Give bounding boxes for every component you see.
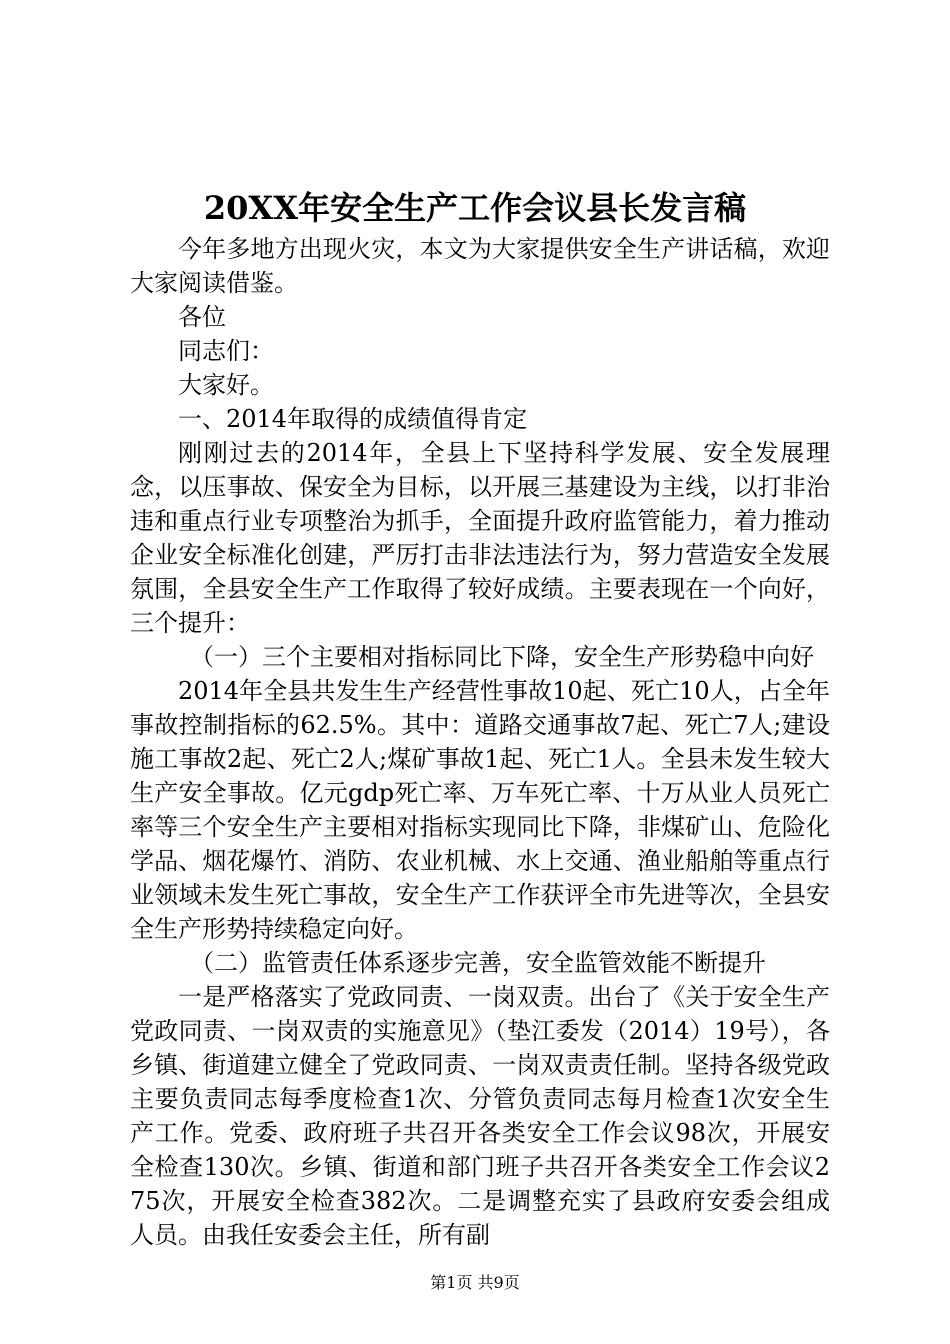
salutation-line: 同志们： bbox=[178, 337, 274, 365]
page-number-footer: 第1页 共9页 bbox=[430, 1273, 520, 1292]
body-paragraph: 2014年全县共发生生产经营性事故10起、死亡10人，占全年事故控制指标的62.5%。其中：道路交通事故7起、死亡7人;建设施工事故2起、死亡2人;煤矿事故1起、死亡1人。全县未发生较大生产安全事故。亿元gdp死亡率、万车死亡率、十万从业人员死亡率等三个安全生产主要相对指标实现同比下降，非煤矿山、危险化学品、烟花爆竹、消防、农业机械、水上交通、渔业船舶等重点行业领域未发生死亡事故，安全生产工作获评全市先进等次，全县安全生产形势持续稳定向好。 bbox=[130, 677, 830, 943]
body-paragraph: 刚刚过去的2014年，全县上下坚持科学发展、安全发展理念，以压事故、保安全为目标，以开展三基建设为主线，以打非治违和重点行业专项整治为抓手，全面提升政府监管能力，着力推动企业安全标准化创建，严厉打击非法违法行为，努力营造安全发展氛围，全县安全生产工作取得了较好成绩。主要表现在一个向好，三个提升： bbox=[130, 439, 830, 637]
document-body bbox=[130, 232, 830, 1252]
body-paragraph: 一是严格落实了党政同责、一岗双责。出台了《关于安全生产党政同责、一岗双责的实施意见》（垫江委发（2014）19号），各乡镇、街道建立健全了党政同责、一岗双责责任制。坚持各级党政主要负责同志每季度检查1次、分管负责同志每月检查1次安全生产工作。党委、政府班子共召开各类安全工作会议98次，开展安全检查130次。乡镇、街道和部门班子共召开各类安全工作会议275次，开展安全检查382次。二是调整充实了县政府安委会组成人员。由我任安委会主任，所有副 bbox=[130, 983, 830, 1249]
section-heading: 一、2014年取得的成绩值得肯定 bbox=[178, 405, 528, 433]
greeting-line: 大家好。 bbox=[178, 371, 274, 399]
subsection-heading: （二）监管责任体系逐步完善，安全监管效能不断提升 bbox=[190, 949, 766, 977]
subsection-heading: （一）三个主要相对指标同比下降，安全生产形势稳中向好 bbox=[190, 643, 814, 671]
intro-paragraph: 今年多地方出现火灾，本文为大家提供安全生产讲话稿，欢迎大家阅读借鉴。 bbox=[130, 235, 830, 297]
document-title: 20XX年安全生产工作会议县长发言稿 bbox=[203, 189, 747, 227]
salutation-line: 各位 bbox=[178, 303, 226, 331]
